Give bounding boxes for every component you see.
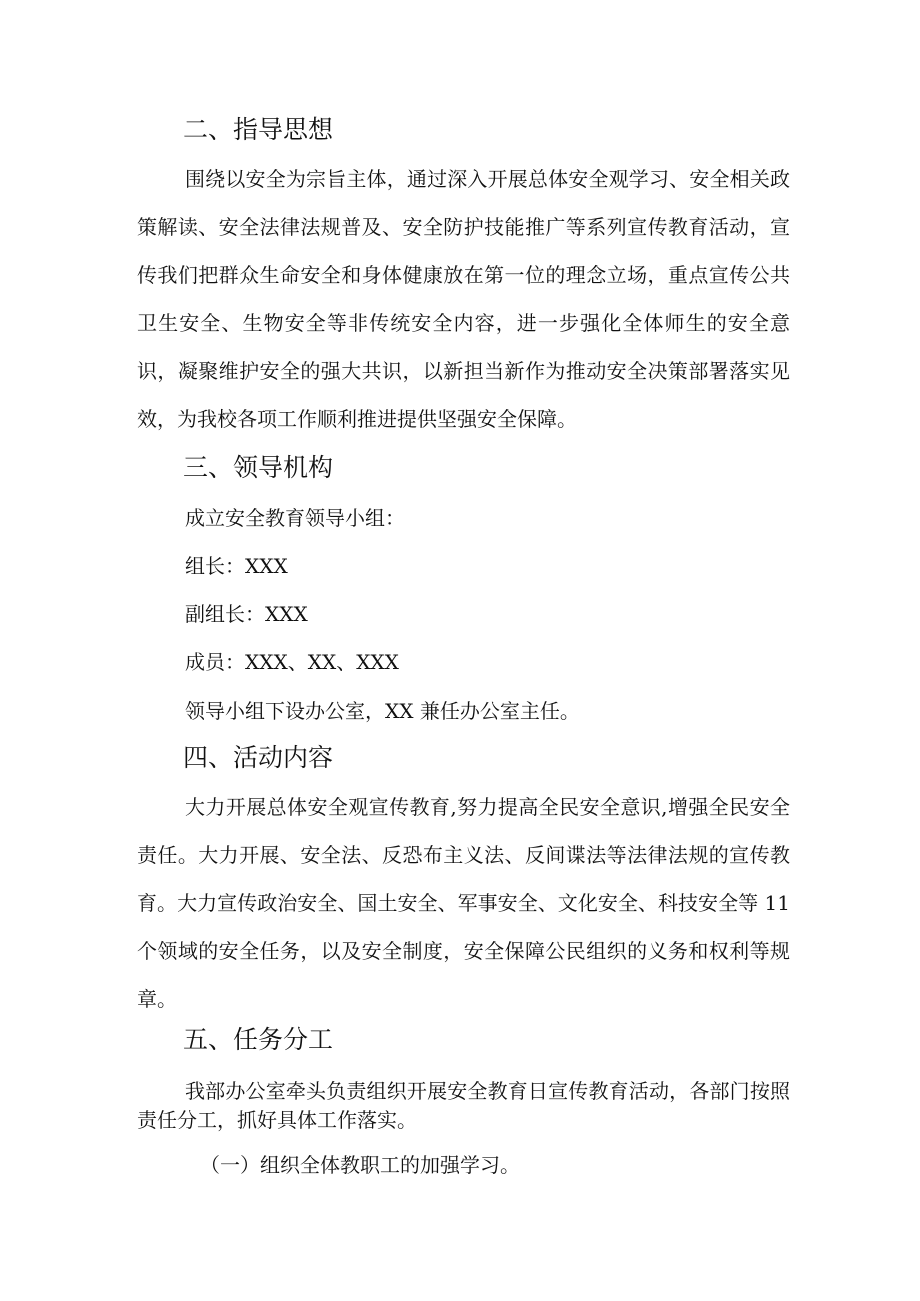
- leadership-office: 领导小组下设办公室，XX 兼任办公室主任。: [185, 699, 580, 723]
- leadership-deputy: 副组长：XXX: [185, 602, 308, 626]
- paragraph-tasks: 我部办公室牵头负责组织开展安全教育日宣传教育活动，各部门按照责任分工，抓好具体工作落实。: [137, 1079, 790, 1132]
- heading-leadership: 三、领导机构: [183, 453, 334, 482]
- leadership-members: 成员：XXX、XX、XXX: [185, 650, 399, 674]
- leadership-intro: 成立安全教育领导小组：: [185, 506, 405, 530]
- paragraph-activities: 大力开展总体安全观宣传教育,努力提高全民安全意识,增强全民安全责任。大力开展、安全法、反恐布主义法、反间谍法等法律法规的宣传教育。大力宣传政治安全、国土安全、军事安全、文化安全、科技安全等 11 个领域的安全任务，以及安全制度，安全保障公民组织的义务和权利等规章。: [137, 795, 790, 1011]
- paragraph-guiding-thought: 围绕以安全为宗旨主体，通过深入开展总体安全观学习、安全相关政策解读、安全法律法规普及、安全防护技能推广等系列宣传教育活动，宣传我们把群众生命安全和身体健康放在第一位的理念立场，重点宣传公共卫生安全、生物安全等非传统安全内容，进一步强化全体师生的安全意识，凝聚维护安全的强大共识，以新担当新作为推动安全决策部署落实见效，为我校各项工作顺利推进提供坚强安全保障。: [137, 167, 790, 431]
- leadership-leader: 组长：XXX: [185, 554, 288, 578]
- heading-activities: 四、活动内容: [183, 743, 334, 772]
- task-item-1: （一）组织全体教职工的加强学习。: [200, 1153, 520, 1177]
- heading-tasks: 五、任务分工: [183, 1025, 334, 1054]
- heading-guiding-thought: 二、指导思想: [183, 115, 334, 144]
